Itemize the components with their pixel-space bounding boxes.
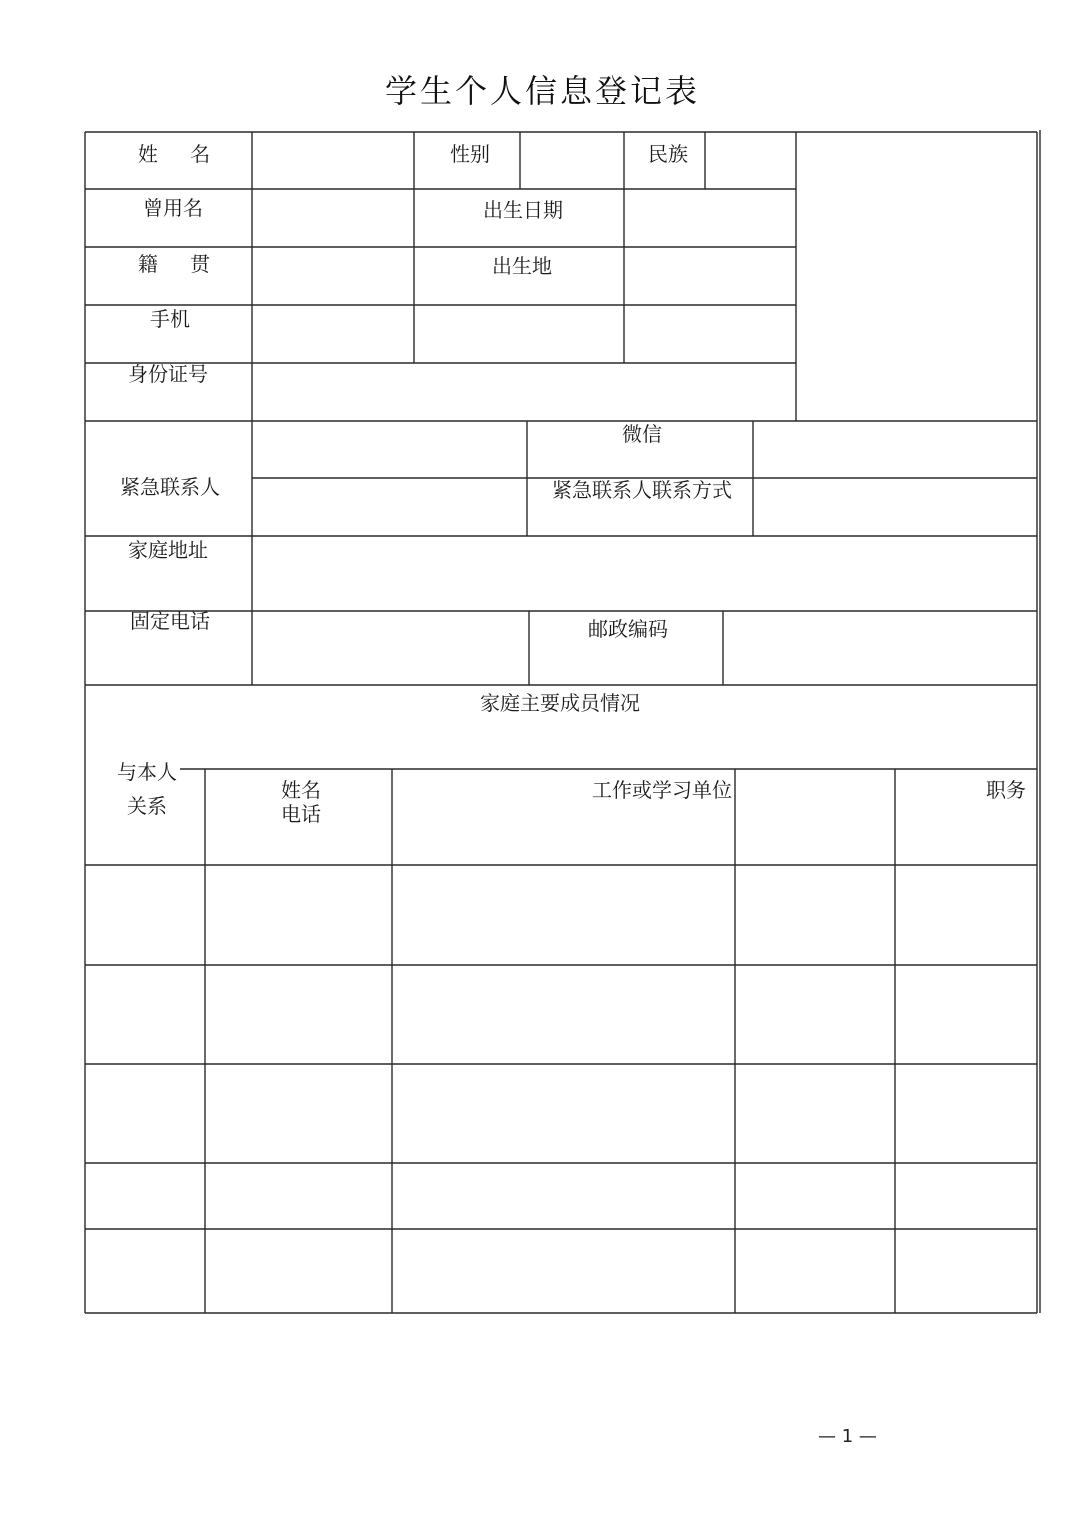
postal-code-field[interactable] — [724, 612, 1036, 684]
former-name-field[interactable] — [253, 190, 413, 246]
family-position-cell[interactable] — [896, 1164, 1036, 1228]
gender-field[interactable] — [521, 133, 623, 188]
family-position-cell[interactable] — [896, 866, 1036, 964]
header-position: 职务 — [986, 778, 1026, 802]
native-place-field[interactable] — [253, 248, 413, 304]
label-name: 姓 名 — [137, 142, 213, 166]
label-emergency-contact-phone: 紧急联系人联系方式 — [552, 478, 732, 502]
page-number: — 1 — — [818, 1426, 877, 1447]
label-wechat: 微信 — [622, 422, 662, 446]
label-emergency-contact: 紧急联系人 — [120, 475, 220, 499]
label-postal-code: 邮政编码 — [588, 617, 668, 641]
family-position-cell[interactable] — [896, 1230, 1036, 1312]
family-position-cell[interactable] — [896, 966, 1036, 1063]
mobile-extra-field-1[interactable] — [415, 306, 623, 362]
label-mobile: 手机 — [150, 307, 190, 331]
label-birthplace: 出生地 — [492, 254, 552, 278]
label-id-number: 身份证号 — [128, 362, 208, 386]
emergency-contact-phone-field[interactable] — [754, 479, 1036, 535]
label-native-place: 籍 贯 — [137, 252, 213, 276]
family-workplace-cell[interactable] — [393, 966, 734, 1063]
family-extra-cell[interactable] — [736, 1065, 894, 1162]
label-gender: 性别 — [450, 142, 490, 166]
label-ethnicity: 民族 — [648, 142, 688, 166]
form-title: 学生个人信息登记表 — [384, 72, 700, 110]
family-name-phone-cell[interactable] — [206, 966, 391, 1063]
family-extra-cell[interactable] — [736, 1230, 894, 1312]
label-landline: 固定电话 — [130, 609, 210, 633]
header-workplace: 工作或学习单位 — [592, 778, 732, 802]
family-relation-cell[interactable] — [86, 1164, 204, 1228]
family-extra-cell[interactable] — [736, 966, 894, 1063]
family-relation-cell[interactable] — [86, 866, 204, 964]
birth-date-field[interactable] — [625, 190, 795, 246]
family-relation-cell[interactable] — [86, 1230, 204, 1312]
family-extra-cell[interactable] — [736, 1164, 894, 1228]
ethnicity-field[interactable] — [706, 133, 795, 188]
mobile-extra-field-2[interactable] — [625, 306, 795, 362]
family-relation-cell[interactable] — [86, 966, 204, 1063]
family-name-phone-cell[interactable] — [206, 1164, 391, 1228]
landline-field[interactable] — [253, 612, 528, 684]
header-relation-line1: 与本人 — [117, 760, 177, 784]
header-name-line1: 姓名 — [281, 778, 321, 802]
mobile-field[interactable] — [253, 306, 413, 362]
family-position-cell[interactable] — [896, 1065, 1036, 1162]
id-number-field[interactable] — [253, 364, 795, 420]
family-workplace-cell[interactable] — [393, 1164, 734, 1228]
birthplace-field[interactable] — [625, 248, 795, 304]
label-home-address: 家庭地址 — [128, 538, 208, 562]
family-name-phone-cell[interactable] — [206, 1230, 391, 1312]
family-extra-cell[interactable] — [736, 866, 894, 964]
label-former-name: 曾用名 — [143, 196, 203, 220]
family-workplace-cell[interactable] — [393, 1230, 734, 1312]
name-field[interactable] — [253, 133, 413, 188]
family-relation-cell[interactable] — [86, 1065, 204, 1162]
header-name-line2: 电话 — [281, 802, 321, 826]
family-workplace-cell[interactable] — [393, 866, 734, 964]
family-name-phone-cell[interactable] — [206, 1065, 391, 1162]
home-address-field[interactable] — [253, 537, 1036, 610]
wechat-field[interactable] — [754, 422, 1036, 477]
label-birth-date: 出生日期 — [483, 198, 563, 222]
wechat-left-field[interactable] — [253, 422, 526, 477]
family-name-phone-cell[interactable] — [206, 866, 391, 964]
emergency-contact-field[interactable] — [253, 479, 526, 535]
label-family-section: 家庭主要成员情况 — [480, 691, 640, 715]
header-relation-line2: 关系 — [127, 794, 167, 818]
family-workplace-cell[interactable] — [393, 1065, 734, 1162]
photo-area[interactable] — [797, 133, 1036, 420]
